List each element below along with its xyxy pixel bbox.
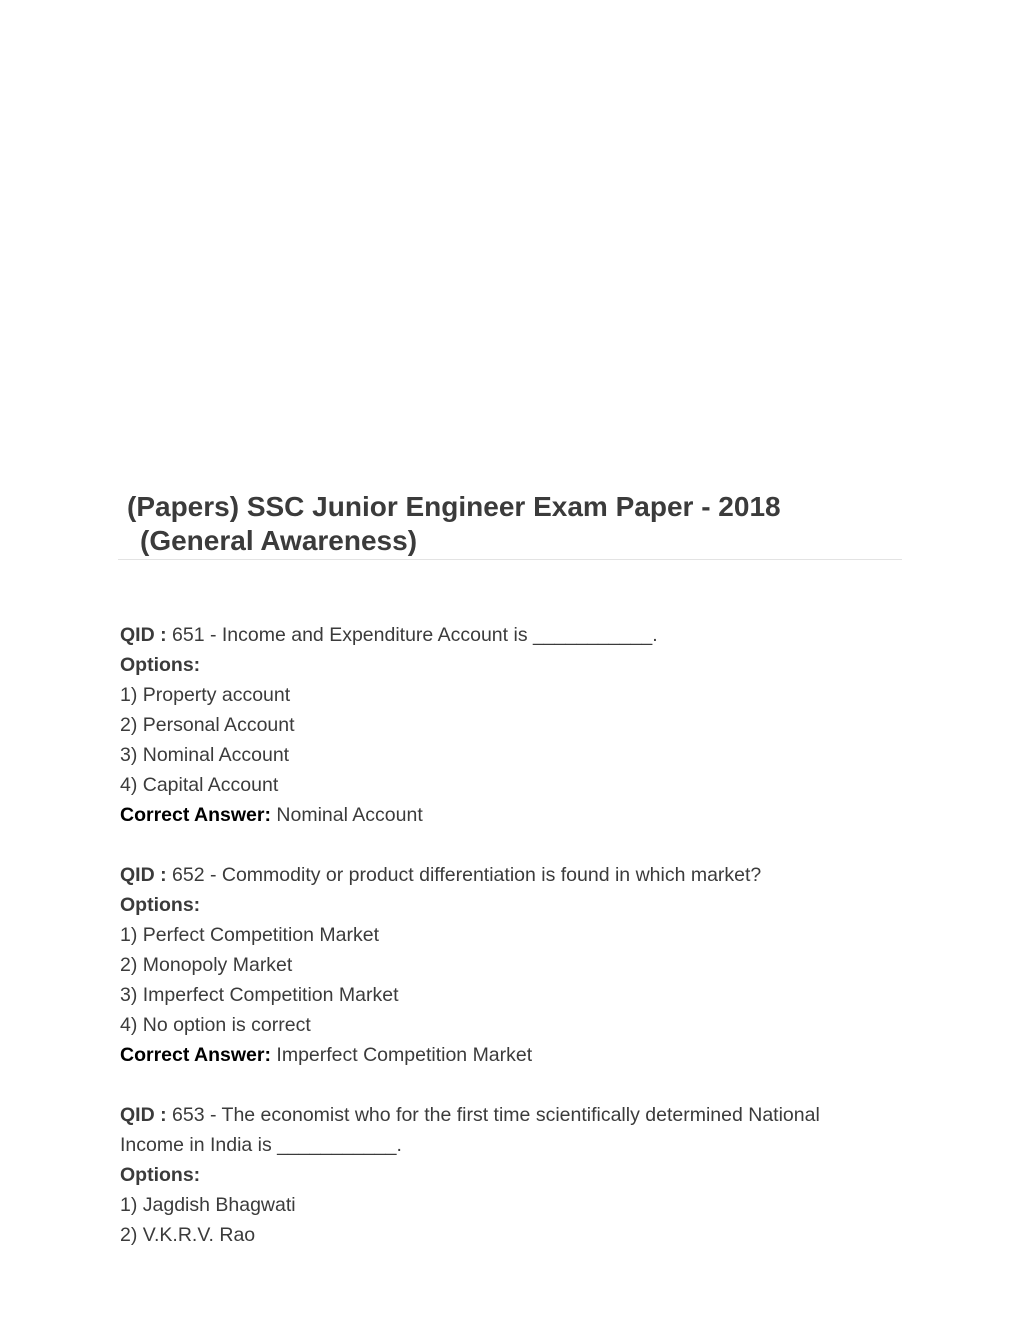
- question-651: [120, 620, 860, 830]
- question-list: [120, 620, 860, 1280]
- qid-label: QID :: [120, 1104, 167, 1126]
- option-item: 4) Capital Account: [120, 774, 279, 796]
- option-item: 3) Imperfect Competition Market: [120, 984, 399, 1006]
- options-label: Options:: [120, 1164, 201, 1186]
- question-body-line-2: Income in India is ___________.: [120, 1134, 402, 1156]
- option-item: 3) Nominal Account: [120, 744, 290, 766]
- option-item: 2) Monopoly Market: [120, 954, 293, 976]
- question-653: [120, 1100, 860, 1250]
- question-body-line-1: 653 - The economist who for the first time scientifically determined National: [172, 1104, 820, 1126]
- option-item: 1) Perfect Competition Market: [120, 924, 380, 946]
- question-652: [120, 860, 860, 1070]
- options-label: Options:: [120, 654, 201, 676]
- question-body: 652 - Commodity or product differentiation is found in which market?: [172, 864, 762, 886]
- question-text: [120, 620, 860, 650]
- question-text: [120, 860, 860, 890]
- qid-label: QID :: [120, 624, 167, 646]
- option-item: 2) V.K.R.V. Rao: [120, 1224, 256, 1246]
- correct-answer: [120, 1040, 860, 1070]
- correct-answer-label: Correct Answer:: [120, 1044, 271, 1066]
- correct-answer-label: Correct Answer:: [120, 804, 271, 826]
- correct-answer-value: Nominal Account: [276, 804, 423, 826]
- correct-answer-value: Imperfect Competition Market: [276, 1044, 533, 1066]
- title-line-1: (Papers) SSC Junior Engineer Exam Paper - 2018: [127, 491, 781, 522]
- correct-answer: [120, 800, 860, 830]
- question-body: 651 - Income and Expenditure Account is ___________.: [172, 624, 658, 646]
- title-line-2: (General Awareness): [140, 525, 418, 556]
- question-text: [120, 1100, 860, 1130]
- option-item: 1) Property account: [120, 684, 291, 706]
- option-item: 2) Personal Account: [120, 714, 295, 736]
- option-item: 4) No option is correct: [120, 1014, 311, 1036]
- qid-label: QID :: [120, 864, 167, 886]
- option-item: 1) Jagdish Bhagwati: [120, 1194, 296, 1216]
- options-label: Options:: [120, 894, 201, 916]
- page-title: [118, 490, 902, 560]
